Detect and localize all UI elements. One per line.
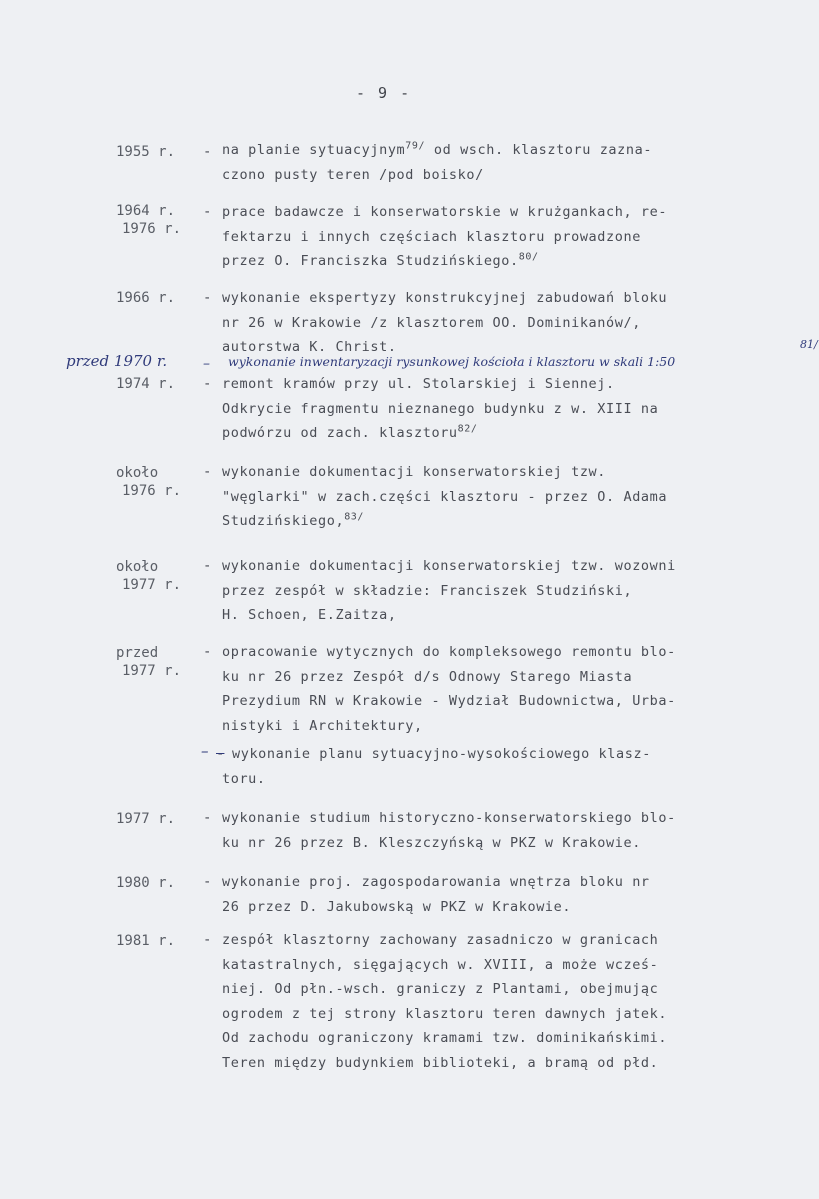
entry-text <box>222 554 767 628</box>
page-number: - 9 - <box>356 84 412 102</box>
entry-dash: - <box>203 464 212 480</box>
entry-text-cont <box>222 767 767 792</box>
entry-line: zespół klasztorny zachowany zasadniczo w granicach <box>222 932 659 948</box>
entry-line: wykonanie planu sytuacyjno-wysokościowego klasz- <box>232 746 651 762</box>
entry-line: prace badawcze i konserwatorskie w krużgankach, re- <box>222 204 668 220</box>
entry-line: wykonanie proj. zagospodarowania wnętrza bloku nr <box>222 874 650 890</box>
entry-date <box>116 644 204 680</box>
entry-line: toru. <box>222 770 266 787</box>
entry-text <box>222 460 767 534</box>
footnote-ref: 79/ <box>405 140 426 152</box>
entry-date: 1974 r. <box>116 376 176 392</box>
entry-line: katastralnych, sięgających w. XVIII, a może wcześ- <box>222 956 659 973</box>
entry-line: "węglarki" w zach.części klasztoru - przez O. Adama <box>222 488 668 505</box>
entry-text <box>222 372 767 446</box>
entry-dash: - <box>203 810 212 826</box>
entry-line: czono pusty teren /pod boisko/ <box>222 166 484 183</box>
entry-text <box>232 742 767 767</box>
entry-date: 1966 r. <box>116 290 176 306</box>
entry-line: wykonanie dokumentacji konserwatorskiej tzw. wozowni <box>222 558 676 574</box>
entry-line: ku nr 26 przez B. Kleszczyńską w PKZ w Krakowie. <box>222 834 641 851</box>
entry-line: autorstwa K. Christ. <box>222 339 397 355</box>
entry-line: Studzińskiego, <box>222 513 345 529</box>
entry-date <box>116 558 204 594</box>
entry-dash: - <box>203 644 212 660</box>
entry-dash: - <box>203 558 212 574</box>
entry-line: przez zespół w składzie: Franciszek Studziński, <box>222 582 633 599</box>
entry-dash-struck: - <box>216 746 225 762</box>
entry-text <box>222 928 767 1075</box>
entry-dash: - <box>203 376 212 392</box>
entry-date-line1: przed <box>116 645 159 661</box>
footnote-ref: 82/ <box>457 423 478 435</box>
handwritten-text: wykonanie inwentaryzacji rysunkowej kościoła i klasztoru w skali 1:50 <box>228 354 676 369</box>
entry-date-line2: 1977 r. <box>122 577 182 593</box>
entry-dash: - <box>203 932 212 948</box>
entry-line: opracowanie wytycznych do kompleksowego remontu blo- <box>222 644 676 660</box>
entry-line: wykonanie ekspertyzy konstrukcyjnej zabudowań bloku <box>222 290 668 306</box>
entry-line: nistyki i Architektury, <box>222 717 423 734</box>
entry-date: 1981 r. <box>116 933 176 949</box>
entry-date-line1: około <box>116 559 159 575</box>
entry-text <box>222 286 767 360</box>
entry-line: Odkrycie fragmentu nieznanego budynku z w. XIII na <box>222 400 659 417</box>
entry-line: niej. Od płn.-wsch. graniczy z Plantami, obejmując <box>222 981 659 997</box>
entry-line: nr 26 w Krakowie /z klasztorem OO. Dominikanów/, <box>222 314 641 331</box>
entry-dash: - <box>203 144 212 160</box>
entry-line: Teren między budynkiem biblioteki, a bramą od płd. <box>222 1054 659 1071</box>
entry-text <box>222 640 767 738</box>
handwritten-footnote: 81/ <box>800 338 818 351</box>
entry-text <box>222 870 767 919</box>
entry-line: remont kramów przy ul. Stolarskiej i Siennej. <box>222 376 615 392</box>
handwritten-dash: – <box>201 742 209 760</box>
entry-line: od wsch. klasztoru zazna- <box>425 142 653 158</box>
entry-line: Od zachodu ograniczony kramami tzw. dominikańskimi. <box>222 1030 668 1046</box>
entry-line: 26 przez D. Jakubowską w PKZ w Krakowie. <box>222 898 572 915</box>
entry-date-line2: 1976 r. <box>122 221 182 237</box>
entry-date-line2: 1976 r. <box>122 483 182 499</box>
entry-text <box>222 806 767 855</box>
entry-line: fektarzu i innych częściach klasztoru prowadzone <box>222 228 641 245</box>
handwritten-date: przed 1970 r. <box>66 352 168 370</box>
entry-date: 1977 r. <box>116 811 176 827</box>
entry-dash: - <box>203 290 212 306</box>
entry-line: na planie sytuacyjnym <box>222 142 406 158</box>
entry-date <box>116 202 204 238</box>
entry-date: 1955 r. <box>116 144 176 160</box>
entry-text <box>222 138 767 187</box>
entry-line: wykonanie dokumentacji konserwatorskiej tzw. <box>222 464 607 480</box>
entry-line: podwórzu od zach. klasztoru <box>222 425 458 441</box>
entry-date: 1980 r. <box>116 875 176 891</box>
entry-line: Prezydium RN w Krakowie - Wydział Budownictwa, Urba- <box>222 693 676 709</box>
entry-dash: - <box>203 874 212 890</box>
footnote-ref: 80/ <box>518 251 539 263</box>
entry-line: wykonanie studium historyczno-konserwatorskiego blo- <box>222 810 676 826</box>
entry-line: przez O. Franciszka Studzińskiego. <box>222 253 519 269</box>
entry-dash: - <box>203 204 212 220</box>
entry-line: ku nr 26 przez Zespół d/s Odnowy Starego Miasta <box>222 668 633 685</box>
entry-date-line1: 1964 r. <box>116 203 176 219</box>
handwritten-dash: – <box>203 356 210 372</box>
entry-date-line1: około <box>116 465 159 481</box>
entry-line: H. Schoen, E.Zaitza, <box>222 607 397 623</box>
entry-date-line2: 1977 r. <box>122 663 182 679</box>
entry-text <box>222 200 767 274</box>
entry-date <box>116 464 204 500</box>
entry-line: ogrodem z tej strony klasztoru teren dawnych jatek. <box>222 1005 668 1022</box>
footnote-ref: 83/ <box>344 511 365 523</box>
